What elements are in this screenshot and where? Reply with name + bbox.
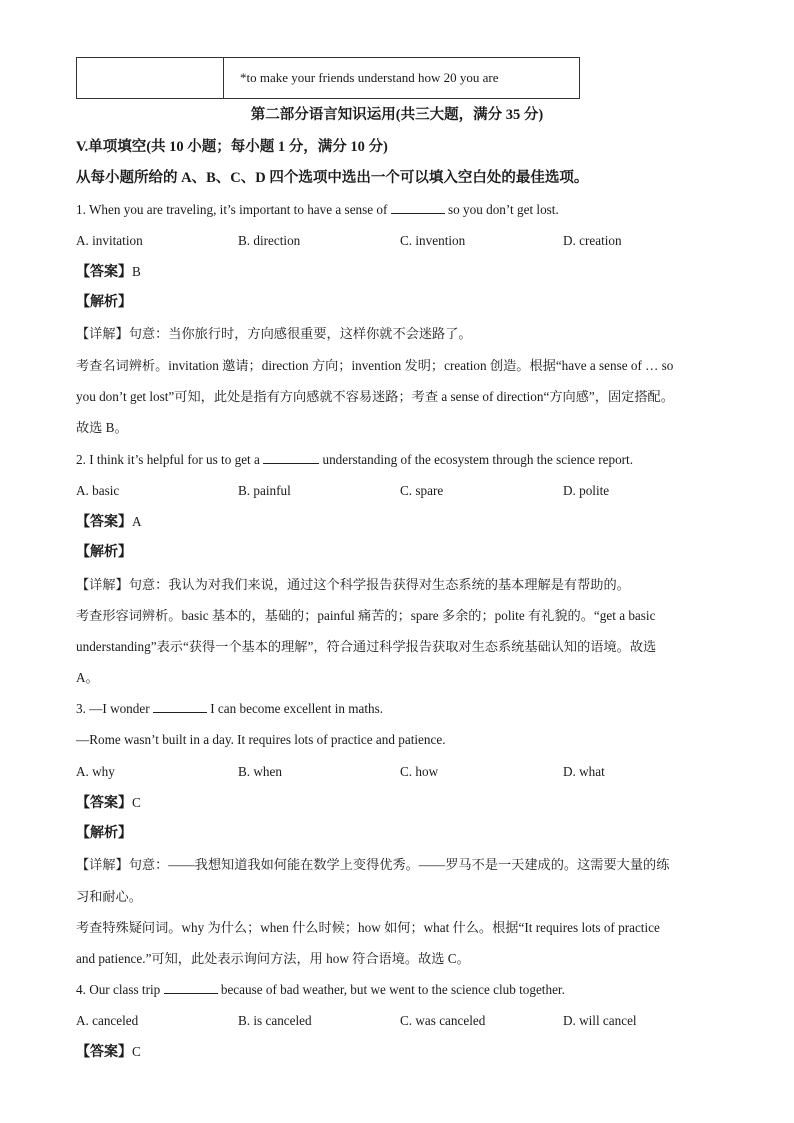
answer-blank (153, 700, 207, 713)
answer-label: 【答案】 (76, 796, 132, 811)
question-3-option-a: A. why (76, 764, 115, 779)
question-2-detail-line: 【详解】句意：我认为对我们来说，通过这个科学报告获得对生态系统的基本理解是有帮助的。 (76, 577, 630, 592)
question-1-analysis-label: 【解析】 (76, 295, 132, 310)
question-stem-post: because of bad weather, but we went to the science club together. (220, 982, 565, 997)
question-stem-pre: 2. I think it’s helpful for us to get a (76, 452, 260, 467)
question-3-stem (76, 700, 383, 718)
question-1-detail-line: 【详解】句意：当你旅行时，方向感很重要，这样你就不会迷路了。 (76, 326, 472, 341)
question-3-answer (76, 794, 141, 813)
answer-blank (263, 451, 319, 464)
answer-blank (391, 201, 445, 214)
question-3-detail-line: 【详解】句意：——我想知道我如何能在数学上变得优秀。——罗马不是一天建成的。这需要大量的练 (76, 857, 670, 872)
question-4-option-c: C. was canceled (400, 1013, 486, 1028)
table-cell-right: *to make your friends understand how 20 you are (240, 70, 499, 85)
question-4-stem (76, 981, 565, 999)
question-1-option-d: D. creation (563, 233, 622, 248)
question-stem-post: I can become excellent in maths. (210, 701, 384, 716)
question-2-analysis-label: 【解析】 (76, 545, 132, 560)
question-2-detail-line: 考查形容词辨析。basic 基本的，基础的；painful 痛苦的；spare 多余的；polite 有礼貌的。“get a basic (76, 608, 656, 623)
question-2-detail-line: understanding”表示“获得一个基本的理解”，符合通过科学报告获取对生态系统基础认知的语境。故选 (76, 639, 657, 654)
question-2-option-c: C. spare (400, 483, 444, 498)
question-2-option-b: B. painful (238, 483, 291, 498)
question-3-detail-line: 习和耐心。 (76, 889, 142, 904)
question-1-detail-line: 考查名词辨析。invitation 邀请；direction 方向；invention 发明；creation 创造。根据“have a sense of … so (76, 358, 674, 373)
question-4-answer (76, 1043, 141, 1062)
section-title: 第二部分语言知识运用(共三大题，满分 35 分) (250, 107, 544, 123)
question-4-option-b: B. is canceled (238, 1013, 312, 1028)
question-3-option-c: C. how (400, 764, 439, 779)
question-stem-pre: 4. Our class trip (76, 982, 161, 997)
question-2-detail-line: A。 (76, 670, 99, 685)
question-1-option-b: B. direction (238, 233, 301, 248)
answer-value: C (132, 1044, 141, 1059)
answer-value: A (132, 514, 142, 529)
question-3-stem-reply: —Rome wasn’t built in a day. It requires lots of practice and patience. (76, 732, 446, 747)
part-title: V.单项填空(共 10 小题；每小题 1 分，满分 10 分) (76, 139, 388, 155)
question-3-option-b: B. when (238, 764, 282, 779)
question-4-option-d: D. will cancel (563, 1013, 637, 1028)
answer-value: B (132, 264, 141, 279)
question-stem-post: so you don’t get lost. (448, 202, 559, 217)
question-1-detail-line: you don’t get lost”可知，此处是指有方向感就不容易迷路；考查 a sense of direction“方向感”，固定搭配。 (76, 389, 674, 404)
question-2-option-a: A. basic (76, 483, 120, 498)
answer-label: 【答案】 (76, 515, 132, 530)
question-2-answer (76, 513, 142, 532)
question-3-detail-line: 考查特殊疑问词。why 为什么；when 什么时候；how 如何；what 什么。根据“It requires lots of practice (76, 920, 660, 935)
question-stem-post: understanding of the ecosystem through the science report. (322, 452, 634, 467)
instruction: 从每小题所给的 A、B、C、D 四个选项中选出一个可以填入空白处的最佳选项。 (76, 170, 589, 186)
table-cell-left (77, 58, 224, 98)
question-3-option-d: D. what (563, 764, 605, 779)
question-3-detail-line: and patience.”可知，此处表示询问方法，用 how 符合语境。故选 C。 (76, 951, 470, 966)
question-1-option-a: A. invitation (76, 233, 143, 248)
question-1-stem (76, 201, 559, 219)
question-stem-pre: 1. When you are traveling, it’s important to have a sense of (76, 202, 388, 217)
answer-label: 【答案】 (76, 1045, 132, 1060)
question-1-option-c: C. invention (400, 233, 466, 248)
answer-blank (164, 981, 218, 994)
question-stem-pre: 3. —I wonder (76, 701, 150, 716)
question-2-stem (76, 451, 633, 469)
question-2-option-d: D. polite (563, 483, 610, 498)
top-table (76, 57, 580, 99)
question-1-answer (76, 263, 141, 282)
question-4-option-a: A. canceled (76, 1013, 139, 1028)
answer-value: C (132, 795, 141, 810)
answer-label: 【答案】 (76, 265, 132, 280)
question-1-detail-line: 故选 B。 (76, 420, 128, 435)
question-3-analysis-label: 【解析】 (76, 826, 132, 841)
